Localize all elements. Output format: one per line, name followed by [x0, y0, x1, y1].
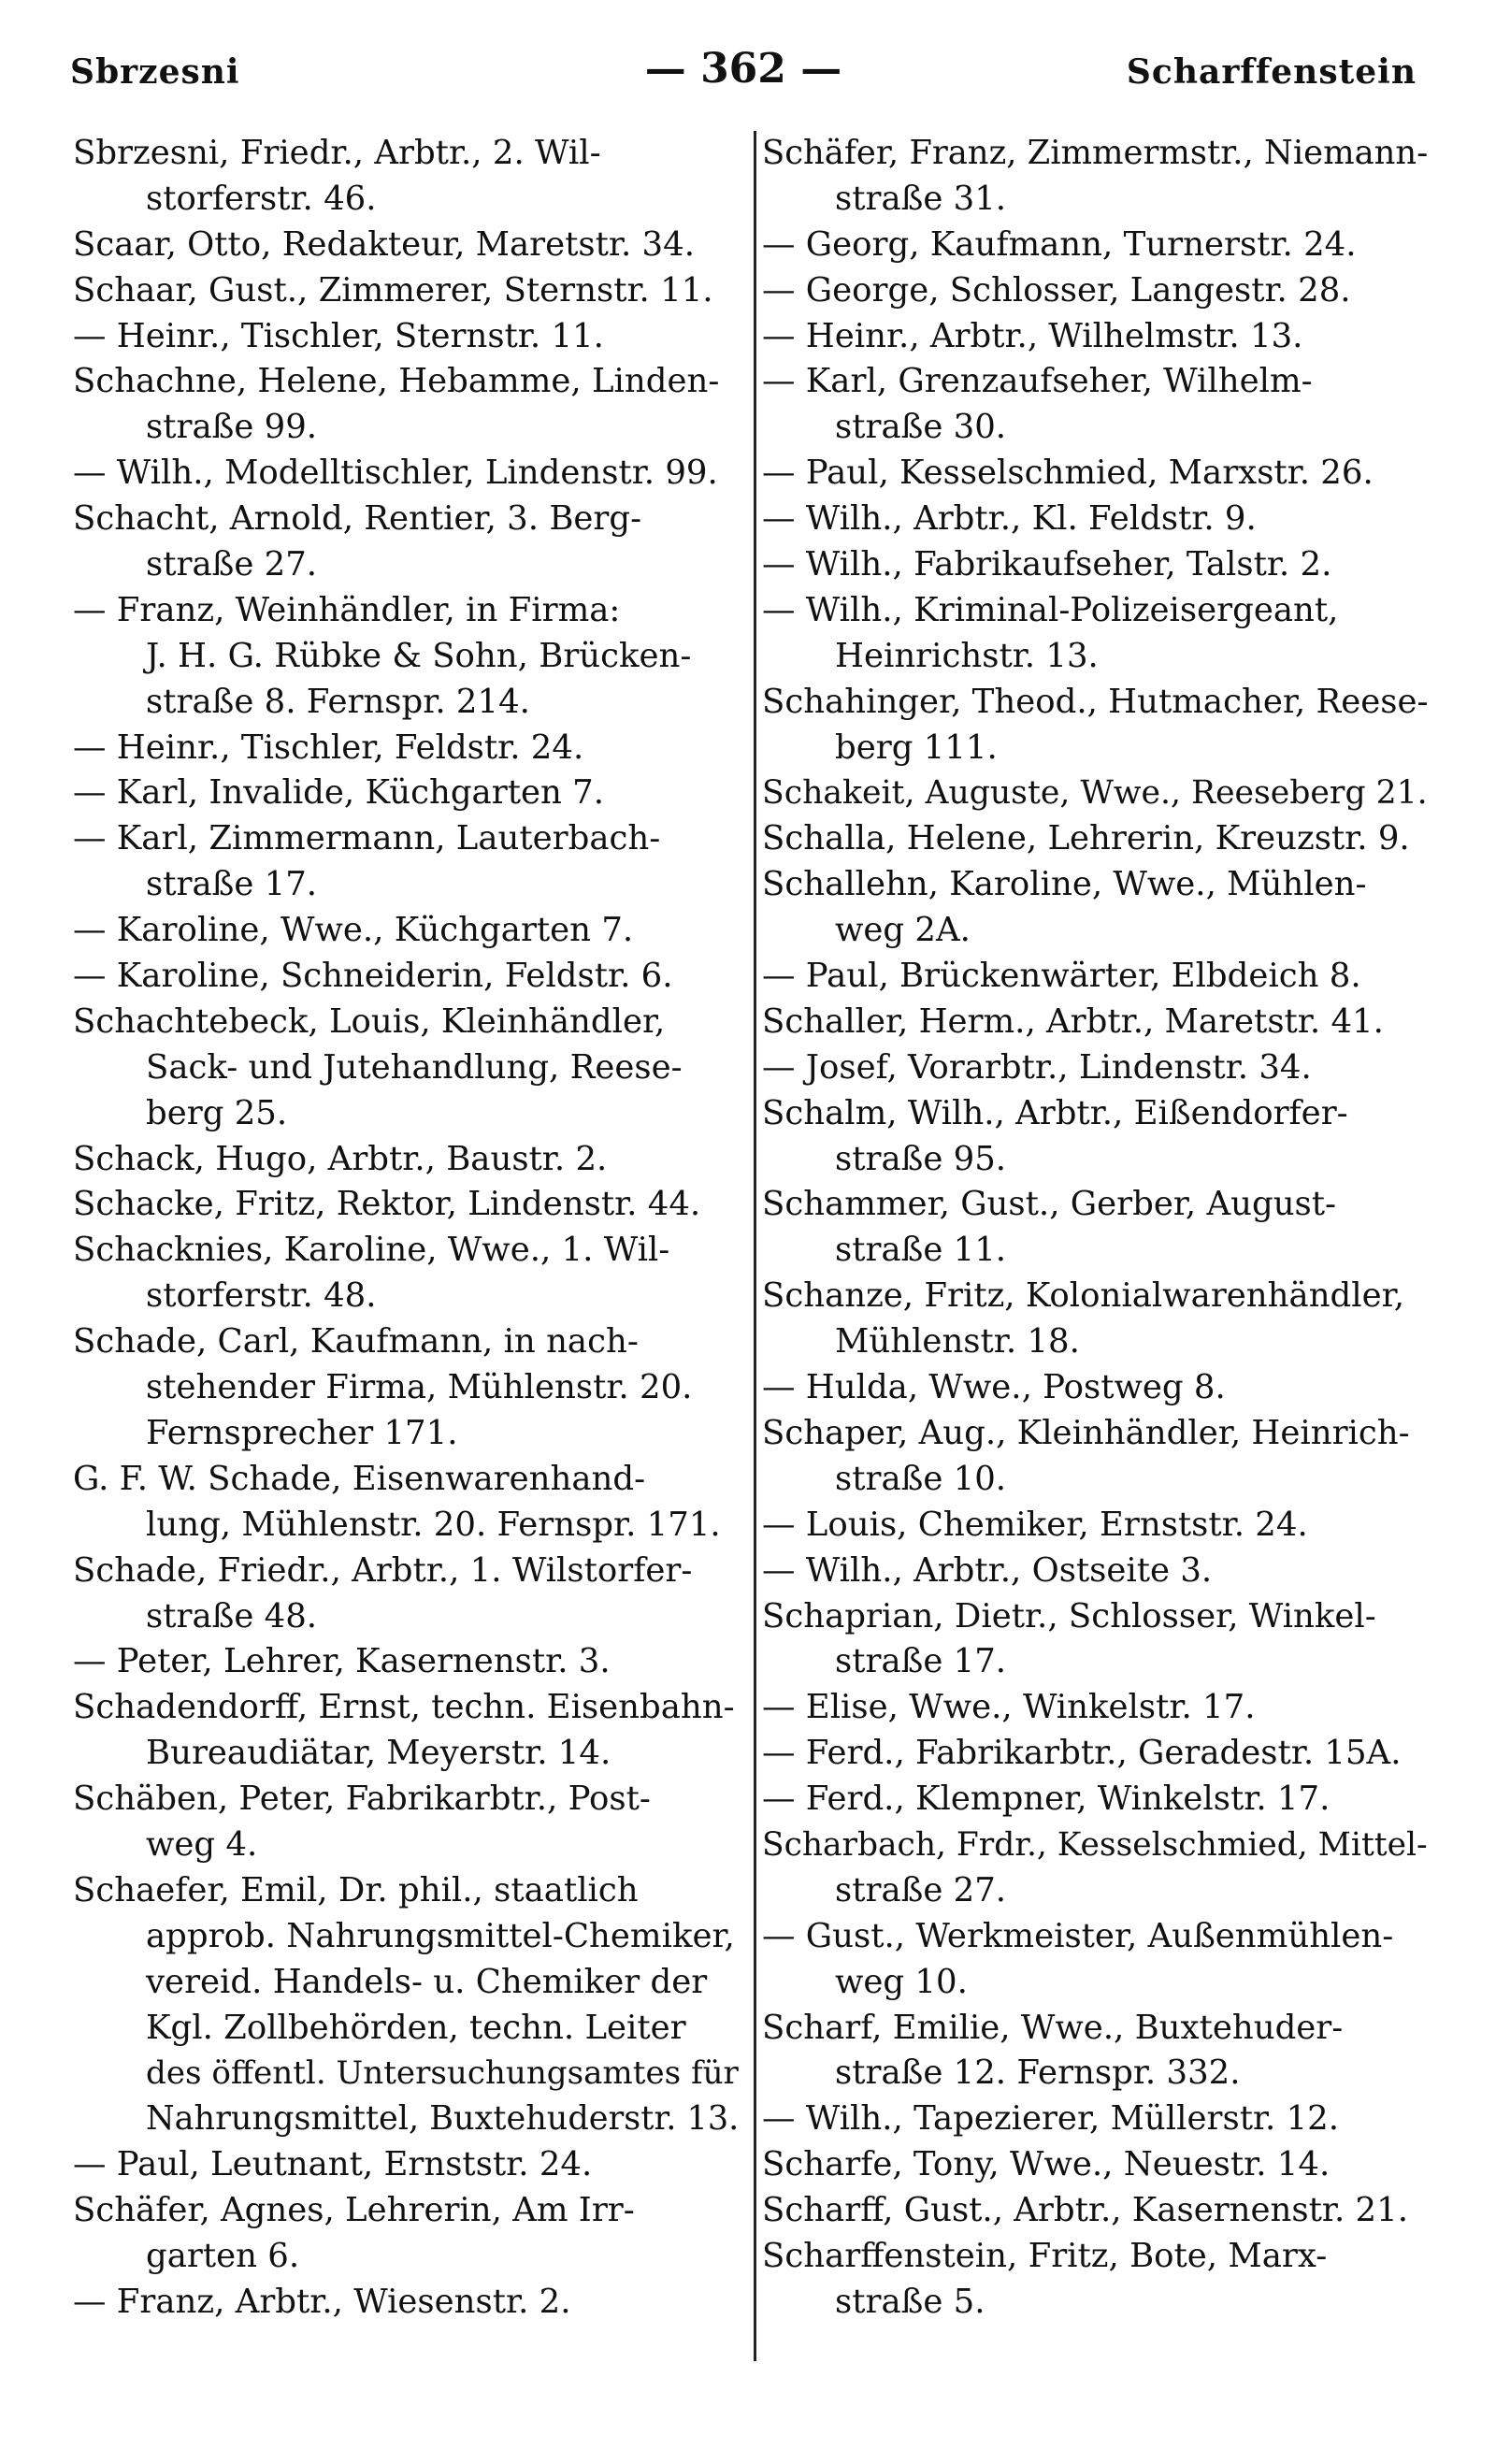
directory-entry-line: — Georg, Kaufmann, Turnerstr. 24. — [762, 224, 1357, 264]
directory-entry-line: straße 17. — [146, 865, 318, 904]
directory-entry-line: Scaar, Otto, Redakteur, Maretstr. 34. — [73, 224, 696, 264]
directory-entry-line: Sack- und Jutehandlung, Reese- — [146, 1047, 683, 1087]
directory-entry-line: Schäfer, Agnes, Lehrerin, Am Irr- — [73, 2191, 635, 2230]
directory-entry-line: straße 48. — [146, 1596, 318, 1635]
directory-entry-line: berg 111. — [835, 728, 998, 767]
right-column — [762, 131, 1428, 2326]
directory-entry-line: Scharffenstein, Fritz, Bote, Marx- — [762, 2236, 1328, 2275]
directory-entry-line: — Wilh., Tapezierer, Müllerstr. 12. — [762, 2099, 1340, 2139]
directory-entry-line: — Louis, Chemiker, Ernststr. 24. — [762, 1505, 1308, 1544]
directory-entry-line: weg 10. — [835, 1962, 968, 2001]
directory-entry-line: Schachtebeck, Louis, Kleinhändler, — [73, 1001, 666, 1041]
directory-entry-line: J. H. G. Rübke & Sohn, Brücken- — [146, 636, 692, 675]
directory-entry-line: garten 6. — [146, 2236, 300, 2275]
directory-entry-line: lung, Mühlenstr. 20. Fernspr. 171. — [146, 1505, 721, 1544]
directory-entry-line: — Heinr., Tischler, Feldstr. 24. — [73, 728, 584, 767]
directory-entry-line: straße 99. — [146, 408, 318, 447]
directory-entry-line: straße 95. — [835, 1139, 1007, 1178]
directory-entry-line: — Paul, Leutnant, Ernststr. 24. — [73, 2145, 593, 2184]
directory-entry-line: straße 11. — [835, 1231, 1007, 1270]
directory-entry-line: — Wilh., Modelltischler, Lindenstr. 99. — [73, 454, 718, 493]
directory-entry-line: — Paul, Kesselschmied, Marxstr. 26. — [762, 454, 1374, 493]
directory-entry-line: — Franz, Arbtr., Wiesenstr. 2. — [73, 2282, 571, 2321]
directory-entry-line: Schahinger, Theod., Hutmacher, Reese- — [762, 682, 1428, 721]
page-number: — 362 — — [644, 45, 842, 93]
directory-entry-line: Schaprian, Dietr., Schlosser, Winkel- — [762, 1596, 1376, 1635]
header-left-catchword: Sbrzesni — [70, 52, 240, 92]
directory-entry-line: — Wilh., Arbtr., Ostseite 3. — [762, 1550, 1213, 1590]
directory-entry-line: storferstr. 46. — [146, 179, 377, 218]
directory-entry-line: Sbrzesni, Friedr., Arbtr., 2. Wil- — [73, 134, 601, 172]
directory-entry-line: Schaper, Aug., Kleinhändler, Heinrich- — [762, 1413, 1410, 1452]
directory-entry-line: straße 27. — [146, 545, 318, 584]
directory-entry-line: — Ferd., Fabrikarbtr., Geradestr. 15A. — [762, 1734, 1402, 1773]
directory-entry-line: berg 25. — [146, 1093, 288, 1132]
directory-entry-line: — Karoline, Wwe., Küchgarten 7. — [73, 911, 634, 950]
directory-entry-line: approb. Nahrungsmittel-Chemiker, — [146, 1916, 735, 1955]
directory-entry-line: — Peter, Lehrer, Kasernenstr. 3. — [73, 1642, 611, 1681]
directory-entry-line: straße 30. — [835, 408, 1007, 447]
directory-entry-line: Nahrungsmittel, Buxtehuderstr. 13. — [146, 2099, 739, 2139]
directory-entry-line: — Karl, Zimmermann, Lauterbach- — [73, 819, 661, 858]
column-divider — [754, 131, 756, 2361]
directory-entry-line: — Wilh., Fabrikaufseher, Talstr. 2. — [762, 545, 1332, 584]
directory-entry-line: Scharf, Emilie, Wwe., Buxtehuder- — [762, 2008, 1344, 2047]
directory-entry-line: Schalla, Helene, Lehrerin, Kreuzstr. 9. — [762, 819, 1410, 858]
directory-entry-line: straße 17. — [835, 1642, 1007, 1681]
directory-entry-line: Schack, Hugo, Arbtr., Baustr. 2. — [73, 1139, 608, 1178]
directory-entry-line: Scharff, Gust., Arbtr., Kasernenstr. 21. — [762, 2191, 1409, 2230]
directory-entry-line: Scharfe, Tony, Wwe., Neuestr. 14. — [762, 2145, 1331, 2184]
directory-entry-line: Scharbach, Frdr., Kesselschmied, Mittel- — [762, 1825, 1428, 1864]
directory-entry-line: straße 8. Fernspr. 214. — [146, 682, 530, 721]
directory-entry-line: — Elise, Wwe., Winkelstr. 17. — [762, 1688, 1256, 1727]
directory-entry-line: straße 27. — [835, 1870, 1007, 1909]
directory-entry-line: vereid. Handels- u. Chemiker der — [146, 1962, 708, 2001]
directory-entry-line: Kgl. Zollbehörden, techn. Leiter — [146, 2008, 686, 2047]
directory-entry-line: — Wilh., Arbtr., Kl. Feldstr. 9. — [762, 499, 1257, 539]
directory-entry-line: weg 4. — [146, 1824, 258, 1864]
directory-entry-line: — Heinr., Arbtr., Wilhelmstr. 13. — [762, 316, 1303, 355]
directory-entry-line: Schacknies, Karoline, Wwe., 1. Wil- — [73, 1231, 670, 1270]
directory-entry-line: Schallehn, Karoline, Wwe., Mühlen- — [762, 865, 1367, 904]
directory-entry-line: Schanze, Fritz, Kolonialwarenhändler, — [762, 1276, 1404, 1316]
directory-entry-line: Schacke, Fritz, Rektor, Lindenstr. 44. — [73, 1185, 701, 1224]
directory-entry-line: — Heinr., Tischler, Sternstr. 11. — [73, 316, 604, 355]
directory-entry-line: storferstr. 48. — [146, 1276, 377, 1316]
left-column — [73, 131, 739, 2326]
directory-entry-line: straße 31. — [835, 179, 1007, 218]
directory-entry-line: — Josef, Vorarbtr., Lindenstr. 34. — [762, 1047, 1312, 1087]
directory-entry-line: stehender Firma, Mühlenstr. 20. — [146, 1368, 693, 1407]
directory-entry-line: Schade, Carl, Kaufmann, in nach- — [73, 1322, 639, 1362]
directory-entry-line: Schaar, Gust., Zimmerer, Sternstr. 11. — [73, 270, 713, 310]
directory-entry-line: straße 12. Fernspr. 332. — [835, 2053, 1241, 2093]
directory-entry-line: Schaefer, Emil, Dr. phil., staatlich — [73, 1870, 639, 1909]
directory-entry-line: Schakeit, Auguste, Wwe., Reeseberg 21. — [762, 774, 1428, 813]
directory-entry-line: Schacht, Arnold, Rentier, 3. Berg- — [73, 499, 642, 539]
directory-entry-line: — Gust., Werkmeister, Außenmühlen- — [762, 1916, 1394, 1955]
directory-entry-line: — Paul, Brückenwärter, Elbdeich 8. — [762, 957, 1361, 996]
directory-entry-line: Fernsprecher 171. — [146, 1413, 458, 1452]
directory-entry-line: Schäfer, Franz, Zimmermstr., Niemann- — [762, 134, 1428, 172]
directory-entry-line: — Wilh., Kriminal-Polizeisergeant, — [762, 590, 1339, 629]
page-header — [70, 45, 1417, 101]
header-right-catchword: Scharffenstein — [1126, 52, 1417, 92]
directory-entry-line: — Karl, Grenzaufseher, Wilhelm- — [762, 362, 1313, 401]
directory-entry-line: des öffentl. Untersuchungsamtes für — [146, 2054, 739, 2093]
directory-entry-line: — Ferd., Klempner, Winkelstr. 17. — [762, 1780, 1331, 1819]
directory-entry-line: — George, Schlosser, Langestr. 28. — [762, 270, 1351, 310]
directory-entry-line: Mühlenstr. 18. — [835, 1322, 1080, 1362]
directory-entry-line: — Karl, Invalide, Küchgarten 7. — [73, 773, 604, 813]
directory-entry-line: weg 2A. — [835, 911, 971, 950]
directory-entry-line: G. F. W. Schade, Eisenwarenhand- — [73, 1459, 646, 1498]
directory-entry-line: Schammer, Gust., Gerber, August- — [762, 1185, 1337, 1224]
directory-entry-line: Schade, Friedr., Arbtr., 1. Wilstorfer- — [73, 1550, 693, 1590]
directory-entry-line: straße 10. — [835, 1459, 1007, 1498]
directory-entry-line: — Karoline, Schneiderin, Feldstr. 6. — [73, 957, 673, 996]
directory-entry-line: Bureaudiätar, Meyerstr. 14. — [146, 1734, 611, 1773]
directory-entry-line: Heinrichstr. 13. — [835, 636, 1099, 675]
directory-entry-line: Schäben, Peter, Fabrikarbtr., Post- — [73, 1780, 651, 1819]
directory-entry-line: Schaller, Herm., Arbtr., Maretstr. 41. — [762, 1001, 1384, 1041]
directory-entry-line: Schadendorff, Ernst, techn. Eisenbahn- — [73, 1688, 735, 1727]
directory-entry-line: straße 5. — [835, 2282, 985, 2321]
directory-entry-line: — Hulda, Wwe., Postweg 8. — [762, 1368, 1226, 1407]
directory-entry-line: — Franz, Weinhändler, in Firma: — [73, 590, 621, 629]
directory-entry-line: Schalm, Wilh., Arbtr., Eißendorfer- — [762, 1093, 1348, 1132]
directory-entry-line: Schachne, Helene, Hebamme, Linden- — [73, 362, 720, 401]
